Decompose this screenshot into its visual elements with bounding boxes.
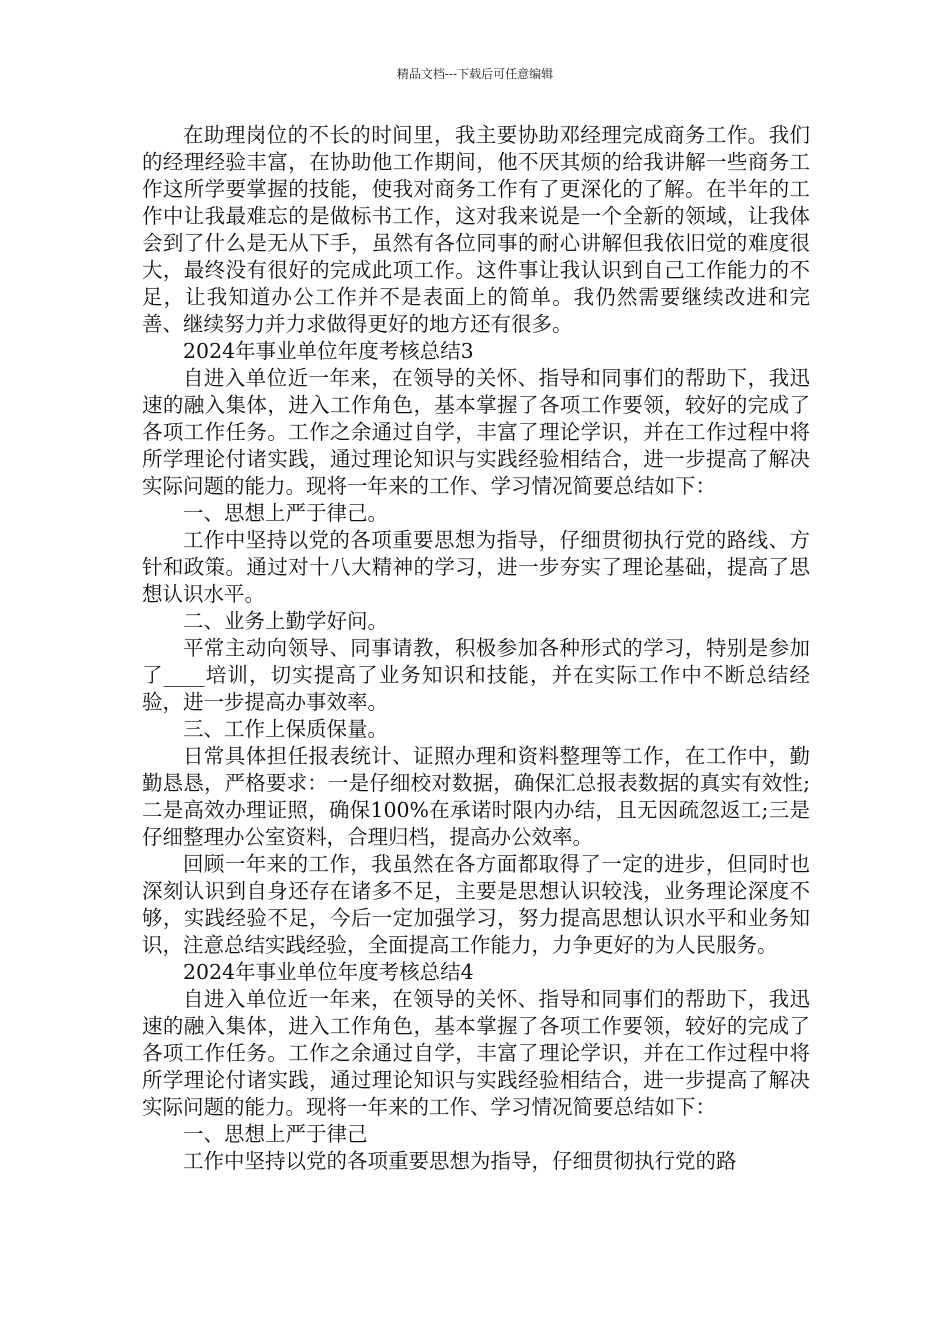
subheading: 三、工作上保质保量。 xyxy=(183,717,388,741)
paragraph: 工作中坚持以党的各项重要思想为指导，仔细贯彻执行党的路 xyxy=(183,1149,737,1173)
subheading: 一、思想上严于律己。 xyxy=(183,501,388,525)
subheading: 一、思想上严于律己 xyxy=(183,1122,368,1146)
paragraph: 平常主动向领导、同事请教，积极参加各种形式的学习，特别是参加了____培训，切实提高了业务知识和技能，并在实际工作中不断总结经验，进一步提高办事效率。 xyxy=(142,636,810,714)
paragraph: 回顾一年来的工作，我虽然在各方面都取得了一定的进步，但同时也深刻认识到自身还存在诸多不足，主要是思想认识较浅，业务理论深度不够，实践经验不足，今后一定加强学习，努力提高思想认识水平和业务知识，注意总结实践经验，全面提高工作能力，力争更好的为人民服务。 xyxy=(142,852,810,957)
paragraph: 日常具体担任报表统计、证照办理和资料整理等工作，在工作中，勤勤恳恳，严格要求：一是仔细校对数据，确保汇总报表数据的真实有效性;二是高效办理证照，确保100%在承诺时限内办结，且无因疏忽返工;三是仔细整理办公室资料，合理归档，提高办公效率。 xyxy=(142,744,810,849)
paragraph: 工作中坚持以党的各项重要思想为指导，仔细贯彻执行党的路线、方针和政策。通过对十八大精神的学习，进一步夯实了理论基础，提高了思想认识水平。 xyxy=(142,528,810,606)
page-header: 精品文档---下载后可任意编辑 xyxy=(396,67,554,81)
subheading: 二、业务上勤学好问。 xyxy=(183,609,388,633)
paragraph: 自进入单位近一年来，在领导的关怀、指导和同事们的帮助下，我迅速的融入集体，进入工作角色，基本掌握了各项工作要领，较好的完成了各项工作任务。工作之余通过自学，丰富了理论学识，并在工作过程中将所学理论付诸实践，通过理论知识与实践经验相结合，进一步提高了解决实际问题的能力。现将一年来的工作、学习情况简要总结如下： xyxy=(142,987,810,1119)
paragraph: 自进入单位近一年来，在领导的关怀、指导和同事们的帮助下，我迅速的融入集体，进入工作角色，基本掌握了各项工作要领，较好的完成了各项工作任务。工作之余通过自学，丰富了理论学识，并在工作过程中将所学理论付诸实践，通过理论知识与实践经验相结合，进一步提高了解决实际问题的能力。现将一年来的工作、学习情况简要总结如下： xyxy=(142,366,810,498)
paragraph-intro: 在助理岗位的不长的时间里，我主要协助邓经理完成商务工作。我们的经理经验丰富，在协助他工作期间，他不厌其烦的给我讲解一些商务工作这所学要掌握的技能，使我对商务工作有了更深化的了解。在半年的工作中让我最难忘的是做标书工作，这对我来说是一个全新的领域，让我体会到了什么是无从下手，虽然有各位同事的耐心讲解但我依旧觉的难度很大，最终没有很好的完成此项工作。这件事让我认识到自己工作能力的不足，让我知道办公工作并不是表面上的简单。我仍然需要继续改进和完善、继续努力并力求做得更好的地方还有很多。 xyxy=(142,123,810,336)
document-body xyxy=(142,122,810,1175)
section-title-4: 2024年事业单位年度考核总结4 xyxy=(183,960,474,984)
section-title-3: 2024年事业单位年度考核总结3 xyxy=(183,339,474,363)
